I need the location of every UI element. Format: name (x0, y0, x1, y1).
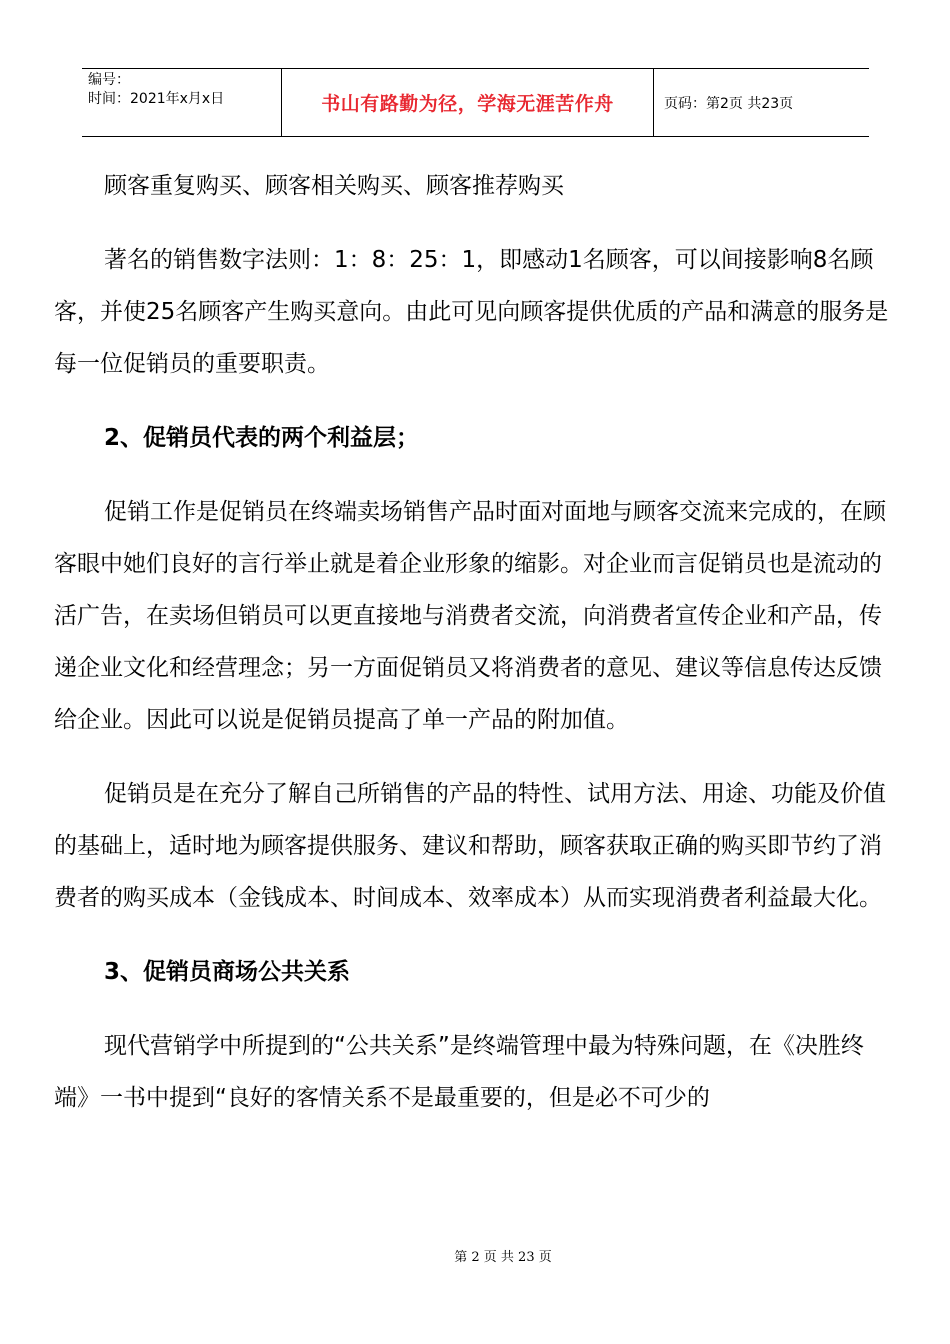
header-motto-cell (282, 69, 654, 136)
document-header (82, 68, 869, 137)
number-label: 编号： (88, 72, 130, 88)
page-footer: 第 2 页 共 23 页 (454, 1250, 552, 1265)
document-body (54, 160, 896, 1124)
motto-text: 书山有路勤为径，学海无涯苦作舟 (321, 93, 614, 115)
paragraph-public-relations: 现代营销学中所提到的“公共关系”是终端管理中最为特殊问题，在《决胜终端》一书中提到“良好的客情关系不是最重要的，但是必不可少的 (54, 1033, 864, 1111)
time-label: 时间：2021年x月x日 (88, 91, 225, 107)
header-page-cell (654, 69, 869, 136)
paragraph-sales-rule: 著名的销售数字法则：1：8：25：1，即感动1名顾客，可以间接影响8名顾客，并使25名顾客产生购买意向。由此可见向顾客提供优质的产品和满意的服务是每一位促销员的重要职责。 (54, 247, 889, 377)
header-page-label: 页码：第2页 共23页 (664, 95, 794, 112)
paragraph-promoter-role: 促销工作是促销员在终端卖场销售产品时面对面地与顾客交流来完成的，在顾客眼中她们良好的言行举止就是着企业形象的缩影。对企业而言促销员也是流动的活广告，在卖场但销员可以更直接地与消费者交流，向消费者宣传企业和产品，传递企业文化和经营理念；另一方面促销员又将消费者的意见、建议等信息传达反馈给企业。因此可以说是促销员提高了单一产品的附加值。 (54, 499, 886, 733)
section-heading-3: 3、促销员商场公共关系 (104, 959, 351, 985)
section-heading-2: 2、促销员代表的两个利益层； (104, 425, 420, 451)
header-meta-cell (82, 69, 282, 136)
paragraph-promoter-service: 促销员是在充分了解自己所销售的产品的特性、试用方法、用途、功能及价值的基础上，适时地为顾客提供服务、建议和帮助，顾客获取正确的购买即节约了消费者的购买成本（金钱成本、时间成本、效率成本）从而实现消费者利益最大化。 (54, 781, 886, 911)
paragraph-purchase-types: 顾客重复购买、顾客相关购买、顾客推荐购买 (104, 173, 564, 199)
